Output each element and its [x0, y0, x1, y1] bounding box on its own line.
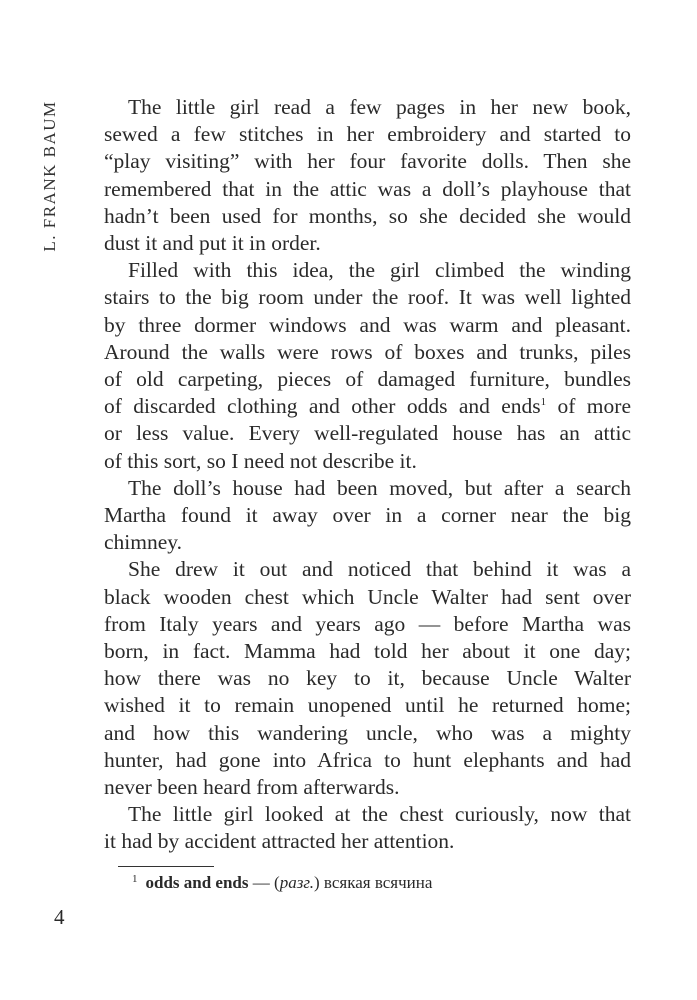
text-line: The little girl read a few pages in her new book,	[128, 95, 631, 119]
text-line: dust it and put it in order.	[104, 231, 321, 256]
text-line: “play visiting” with her four favorite dolls. Then she	[104, 149, 631, 174]
line-text-tail: of more	[546, 394, 631, 419]
footnote-close: )	[313, 873, 324, 892]
text-line: Around the walls were rows of boxes and trunks, piles	[104, 339, 631, 364]
text-line: wished it to remain unopened until he returned home;	[104, 693, 631, 718]
running-head: L. FRANK BAUM	[40, 100, 59, 252]
text-line: from Italy years and years ago — before Martha was	[104, 611, 631, 636]
footnote-reference[interactable]: 1	[540, 396, 547, 409]
paragraph-2	[104, 257, 631, 475]
footnote-translation: всякая всячина	[323, 873, 433, 892]
paragraph-4	[104, 556, 631, 801]
text-line: of old carpeting, pieces of damaged furniture, bundles	[104, 367, 631, 392]
text-line-with-footnote-ref	[104, 393, 631, 420]
footnote-term: odds and ends	[145, 873, 249, 892]
footnote-dash: — (	[248, 873, 280, 892]
text-line: how there was no key to it, because Uncle Walter	[104, 666, 631, 691]
footnote-marker: 1	[132, 873, 138, 885]
page-number: 4	[54, 905, 65, 929]
page-body	[104, 94, 631, 856]
text-line: The doll’s house had been moved, but after a search	[128, 475, 631, 500]
text-line: The little girl looked at the chest curiously, now that	[128, 802, 631, 827]
text-line: it had by accident attracted her attention.	[104, 829, 455, 854]
line-text: of discarded clothing and other odds and ends	[104, 394, 541, 419]
paragraph-1	[104, 94, 631, 257]
text-line: stairs to the big room under the roof. It was well lighted	[104, 285, 631, 310]
text-line: and how this wandering uncle, who was a mighty	[104, 720, 631, 745]
text-line: of this sort, so I need not describe it.	[104, 448, 417, 473]
footnote-grammar-note: разг.	[279, 873, 314, 892]
text-line: hunter, had gone into Africa to hunt elephants and had	[104, 747, 631, 772]
paragraph-3	[104, 475, 631, 557]
text-line: never been heard from afterwards.	[104, 775, 400, 800]
text-line: or less value. Every well-regulated house has an attic	[104, 421, 631, 446]
text-line: Filled with this idea, the girl climbed the winding	[128, 258, 631, 283]
text-line: Martha found it away over in a corner near the big	[104, 503, 631, 528]
text-line: remembered that in the attic was a doll’s playhouse that	[104, 176, 631, 201]
text-line: chimney.	[104, 530, 183, 555]
footnote-separator	[118, 866, 214, 867]
footnote	[132, 873, 432, 893]
text-line: born, in fact. Mamma had told her about it one day;	[104, 639, 631, 664]
paragraph-5	[104, 801, 631, 855]
text-line: black wooden chest which Uncle Walter had sent over	[104, 584, 631, 609]
text-line: She drew it out and noticed that behind it was a	[128, 557, 631, 582]
text-line: sewed a few stitches in her embroidery and started to	[104, 122, 631, 147]
text-line: hadn’t been used for months, so she decided she would	[104, 203, 631, 228]
text-line: by three dormer windows and was warm and pleasant.	[104, 312, 631, 337]
